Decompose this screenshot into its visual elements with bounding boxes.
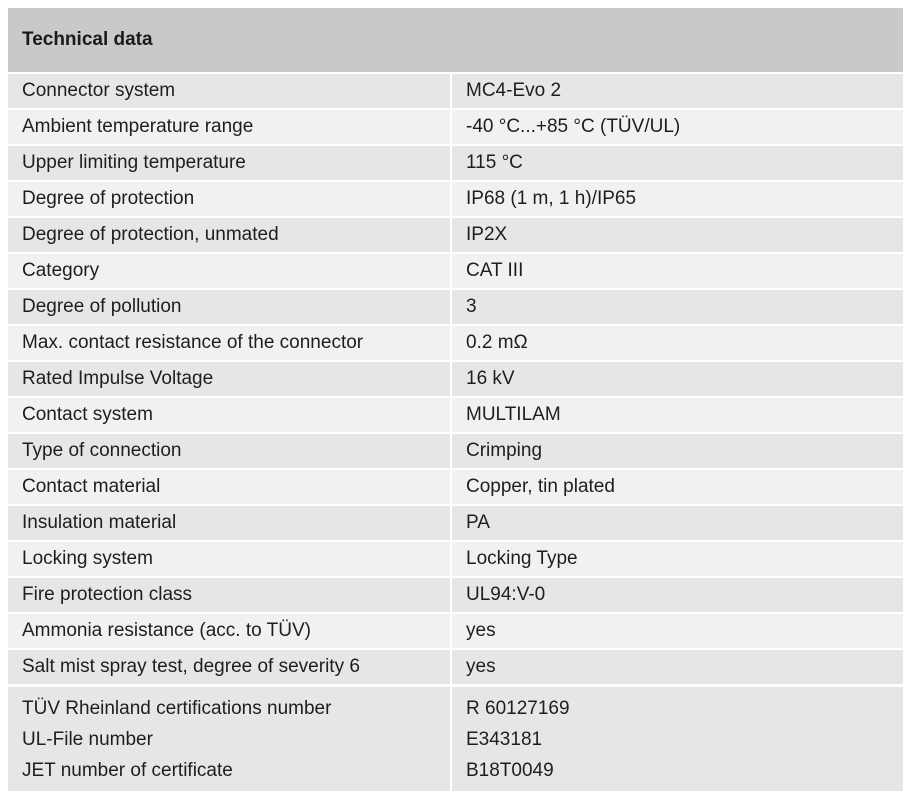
row-label: Connector system xyxy=(8,74,450,108)
row-label: Degree of protection xyxy=(8,182,450,216)
row-value: UL94:V-0 xyxy=(452,578,903,612)
certification-label-ul: UL-File number xyxy=(22,728,153,750)
certification-label-jet: JET number of certificate xyxy=(22,759,233,781)
table-row xyxy=(8,398,903,432)
table-row xyxy=(8,182,903,216)
row-value: 0.2 mΩ xyxy=(452,326,903,360)
row-label: Upper limiting temperature xyxy=(8,146,450,180)
table-row xyxy=(8,614,903,648)
row-value: -40 °C...+85 °C (TÜV/UL) xyxy=(452,110,903,144)
row-value: IP2X xyxy=(452,218,903,252)
table-row xyxy=(8,326,903,360)
certification-labels xyxy=(8,687,450,791)
table-row xyxy=(8,74,903,108)
certifications-row xyxy=(8,687,903,791)
table-row xyxy=(8,578,903,612)
table-row xyxy=(8,146,903,180)
row-label: Category xyxy=(8,254,450,288)
row-label: Ambient temperature range xyxy=(8,110,450,144)
row-label: Ammonia resistance (acc. to TÜV) xyxy=(8,614,450,648)
row-label: Insulation material xyxy=(8,506,450,540)
row-value: 115 °C xyxy=(452,146,903,180)
table-row xyxy=(8,434,903,468)
row-value: 16 kV xyxy=(452,362,903,396)
table-row xyxy=(8,506,903,540)
row-label: Degree of protection, unmated xyxy=(8,218,450,252)
row-value: 3 xyxy=(452,290,903,324)
row-value: yes xyxy=(452,614,903,648)
row-label: Fire protection class xyxy=(8,578,450,612)
row-value: IP68 (1 m, 1 h)/IP65 xyxy=(452,182,903,216)
row-value: CAT III xyxy=(452,254,903,288)
row-value: Copper, tin plated xyxy=(452,470,903,504)
row-value: MULTILAM xyxy=(452,398,903,432)
row-value: PA xyxy=(452,506,903,540)
certification-value-jet: B18T0049 xyxy=(466,759,554,781)
row-label: Type of connection xyxy=(8,434,450,468)
certification-values xyxy=(452,687,903,791)
row-label: Salt mist spray test, degree of severity 6 xyxy=(8,650,450,684)
row-value: yes xyxy=(452,650,903,684)
row-label: Contact system xyxy=(8,398,450,432)
row-label: Contact material xyxy=(8,470,450,504)
row-label: Degree of pollution xyxy=(8,290,450,324)
certification-label-tuv: TÜV Rheinland certifications number xyxy=(22,697,332,719)
technical-data-table xyxy=(8,8,903,791)
table-row xyxy=(8,110,903,144)
row-label: Rated Impulse Voltage xyxy=(8,362,450,396)
table-row xyxy=(8,542,903,576)
row-label: Locking system xyxy=(8,542,450,576)
certification-value-tuv: R 60127169 xyxy=(466,697,570,719)
table-row xyxy=(8,254,903,288)
table-row xyxy=(8,290,903,324)
certification-value-ul: E343181 xyxy=(466,728,543,750)
table-row xyxy=(8,470,903,504)
row-value: MC4-Evo 2 xyxy=(452,74,903,108)
row-label: Max. contact resistance of the connector xyxy=(8,326,450,360)
table-row xyxy=(8,650,903,684)
table-row xyxy=(8,362,903,396)
row-value: Locking Type xyxy=(452,542,903,576)
row-value: Crimping xyxy=(452,434,903,468)
table-row xyxy=(8,218,903,252)
table-title: Technical data xyxy=(8,8,903,72)
